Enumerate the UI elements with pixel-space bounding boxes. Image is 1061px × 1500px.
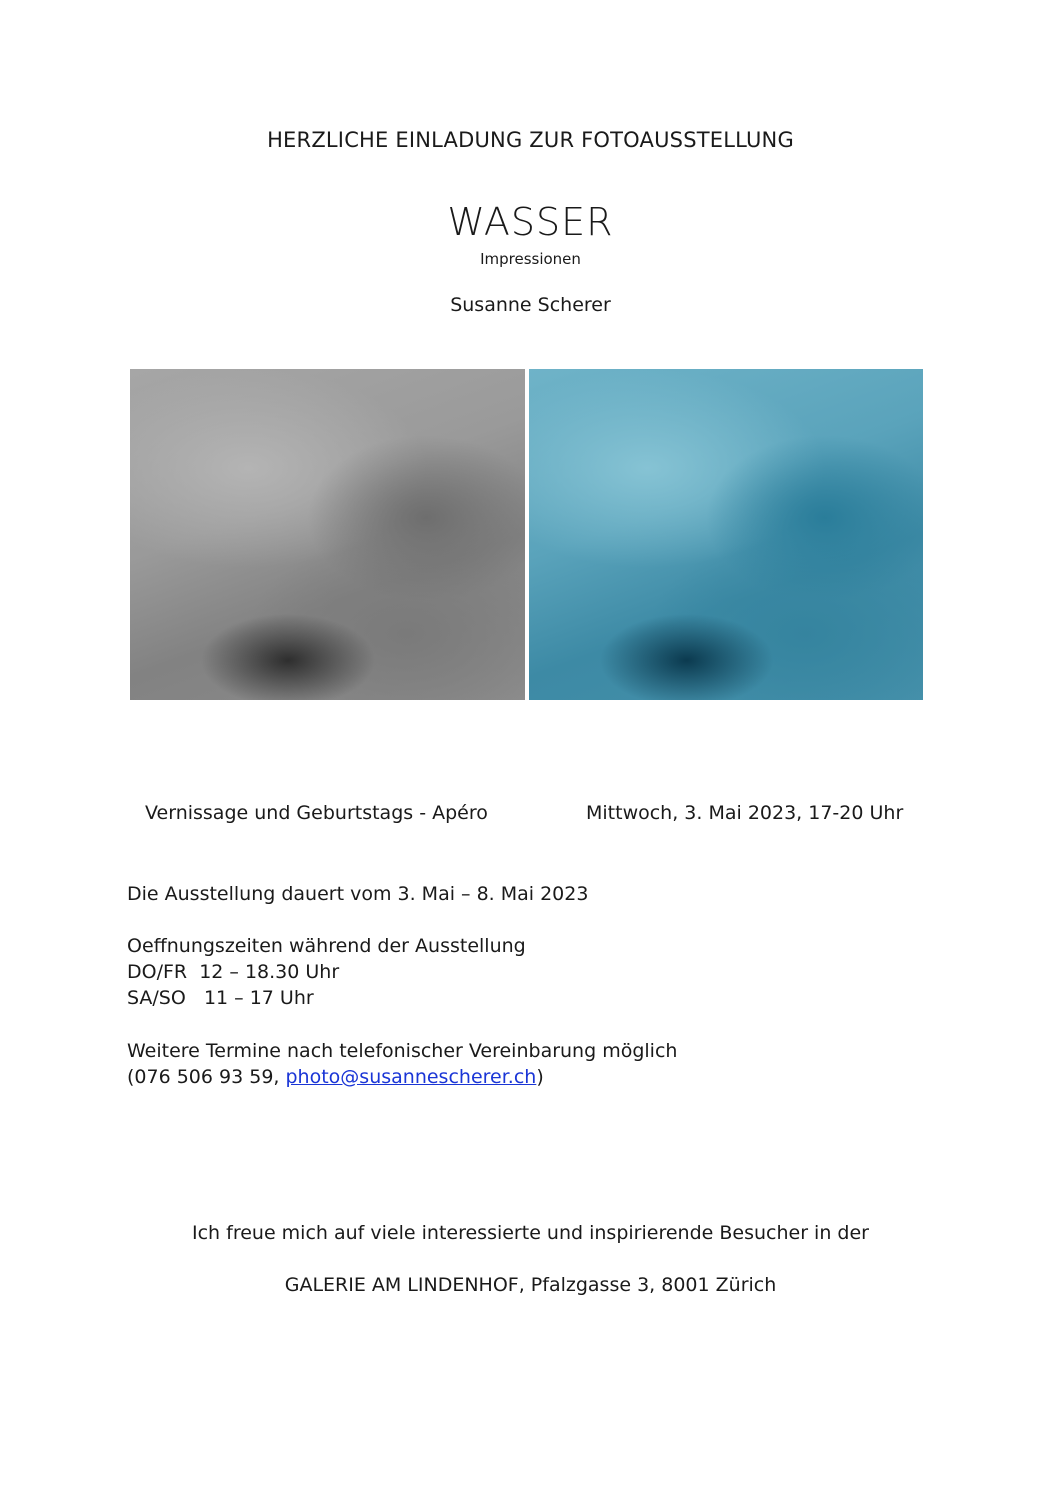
vernissage-label: Vernissage und Geburtstags - Apéro	[145, 802, 488, 824]
opening-hours-title: Oeffnungszeiten während der Ausstellung	[127, 935, 526, 957]
email-link[interactable]: photo@susannescherer.ch	[285, 1066, 537, 1088]
opening-hours	[127, 933, 526, 1011]
contact-suffix: )	[536, 1066, 544, 1088]
contact-line	[127, 1064, 677, 1090]
exhibition-duration: Die Ausstellung dauert vom 3. Mai – 8. Mai 2023	[127, 883, 589, 905]
invitation-heading: HERZLICHE EINLADUNG ZUR FOTOAUSSTELLUNG	[267, 128, 794, 152]
opening-hours-thu-fri: DO/FR 12 – 18.30 Uhr	[127, 961, 340, 983]
exhibition-title: WASSER	[447, 200, 614, 244]
vernissage-date: Mittwoch, 3. Mai 2023, 17-20 Uhr	[586, 802, 904, 824]
phone-number: (076 506 93 59,	[127, 1066, 286, 1088]
exhibition-subtitle: Impressionen	[480, 250, 581, 268]
opening-hours-sat-sun: SA/SO 11 – 17 Uhr	[127, 987, 314, 1009]
water-photo-grayscale	[130, 369, 525, 700]
contact-info	[127, 1038, 677, 1090]
gallery-address: GALERIE AM LINDENHOF, Pfalzgasse 3, 8001 Zürich	[284, 1274, 777, 1296]
artist-name: Susanne Scherer	[450, 294, 611, 316]
appointment-note: Weitere Termine nach telefonischer Vereinbarung möglich	[127, 1040, 678, 1062]
closing-text: Ich freue mich auf viele interessierte und inspirierende Besucher in der	[192, 1222, 869, 1244]
water-photo-blue	[529, 369, 923, 700]
